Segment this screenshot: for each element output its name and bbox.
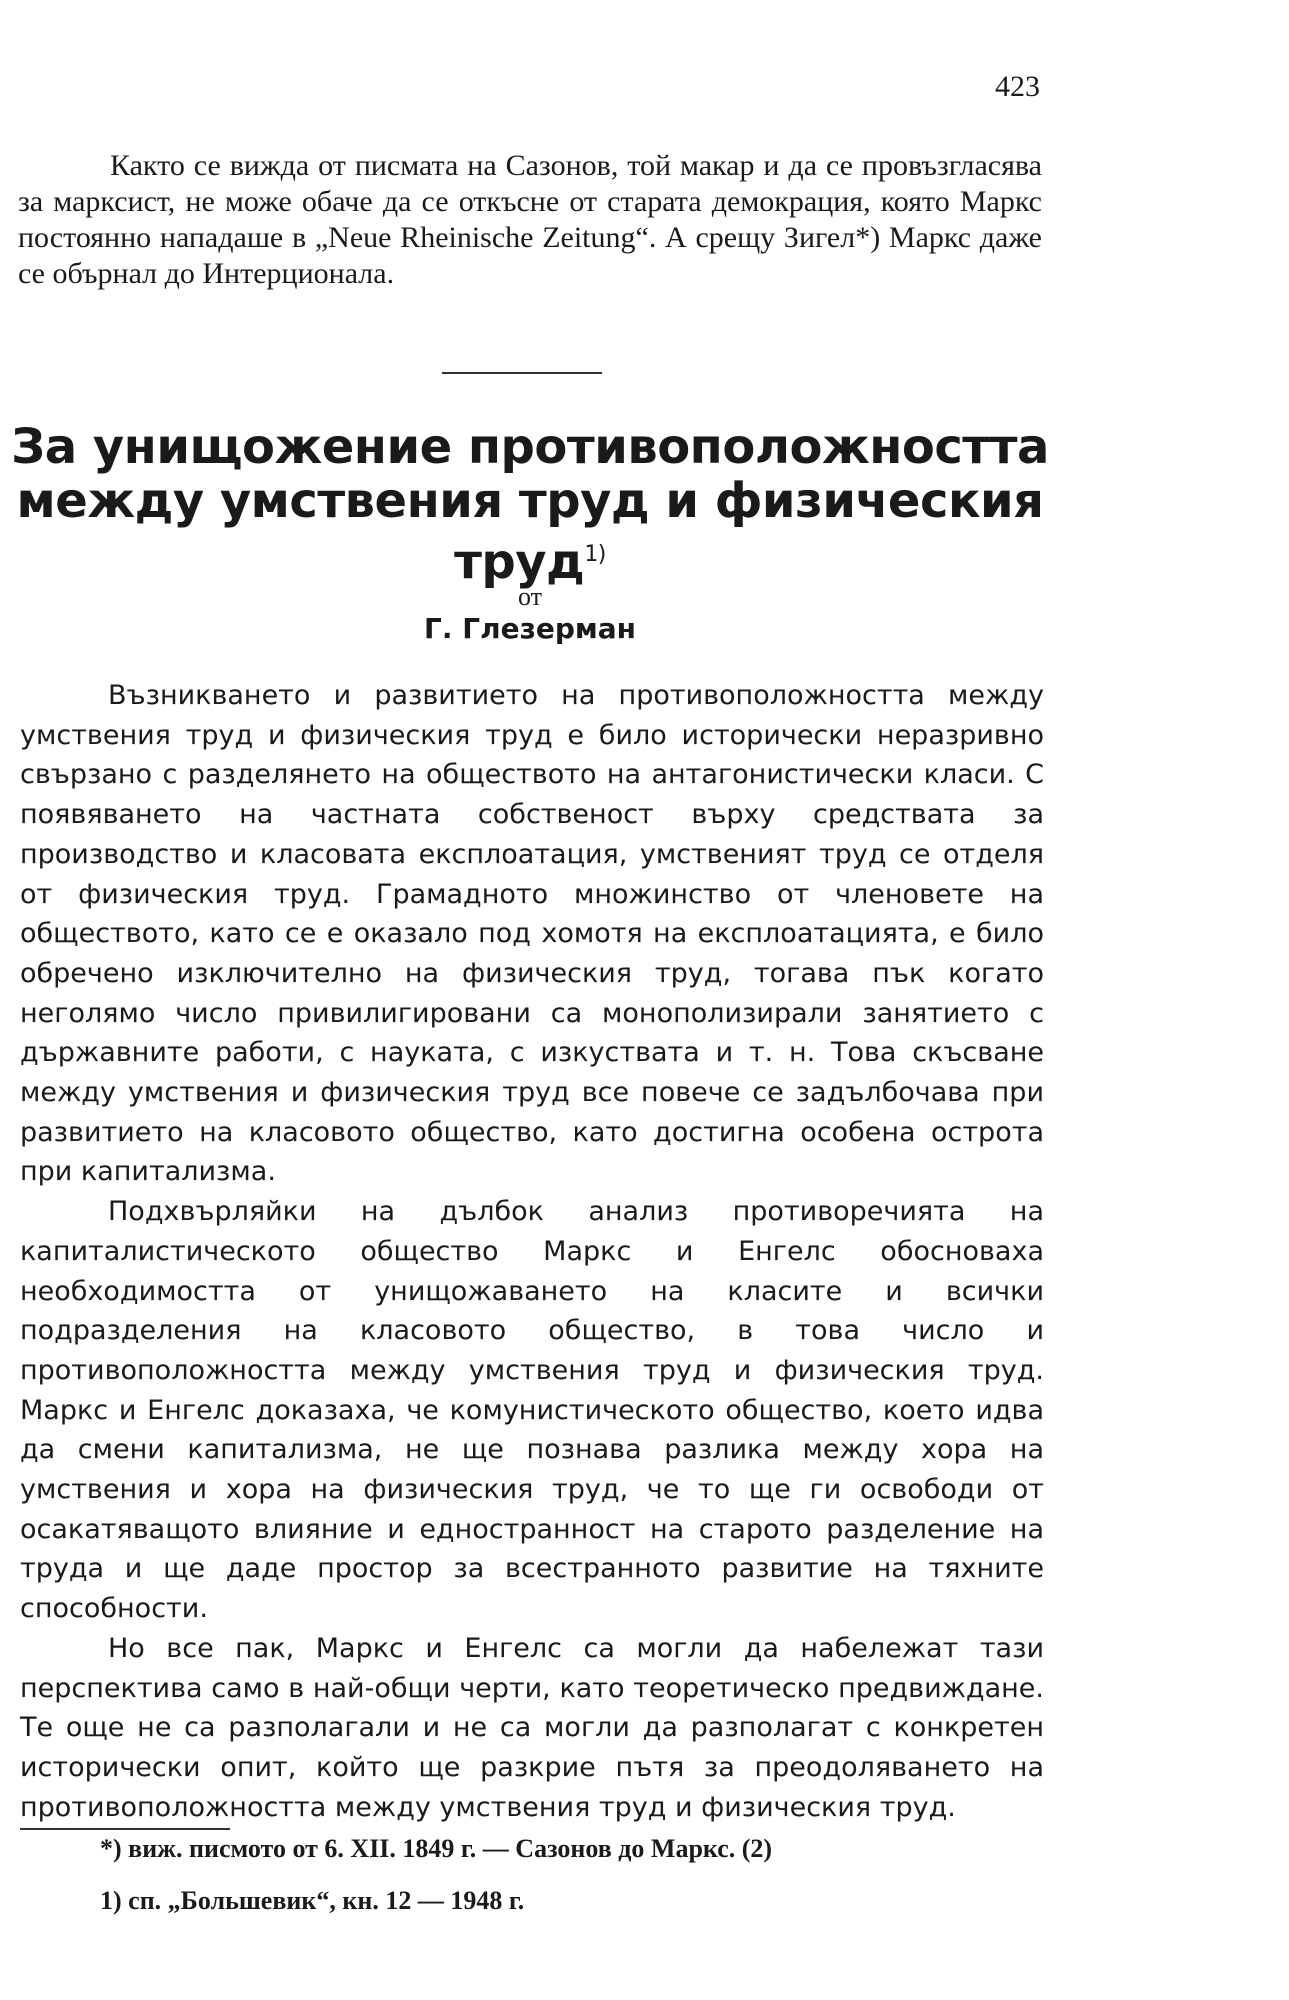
- article-title-text: За унищожение противоположността между умствения труд и физическия труд: [11, 419, 1049, 590]
- footnote: 1) сп. „Большевик“, кн. 12 — 1948 г.: [100, 1886, 525, 1915]
- body-paragraph: Възникването и развитието на противоположността между умствения труд и физическия труд е било исторически неразривно свързано с разделянето на обществото на антагонистически класи. С появяването на частната собственост върху средствата за производство и класовата експлоатация, умственият труд се отделя от физическия труд. Грамадното множинство от членовете на обществото, като се е оказало под хомотя на експлоатацията, е било обречено изключително на физическия труд, тогава пък когато неголямо число привилигировани са монополизирали занятието с държавните работи, с науката, с изкуствата и т. н. Това скъсване между умствения и физическия труд все повече се задълбочава при развитието на класовото общество, като достигна особена острота при капитализма.: [20, 680, 1044, 1188]
- intro-paragraph: Както се вижда от писмата на Сазонов, той макар и да се провъзгласява за марксист, не може обаче да се откъсне от старата демокрация, която Маркс постоянно нападаше в „Neue Rheinische Zeitung“. А срещу Зигел*) Маркс даже се обърнал до Интерционала.: [18, 149, 1042, 290]
- title-footnote-mark: 1): [584, 542, 606, 567]
- byline-prefix: от: [517, 582, 543, 611]
- body-paragraph: Подхвърляйки на дълбок анализ противоречията на капиталистическото общество Маркс и Енгелс обосноваха необходимостта от унищожаването на класите и всички подразделения на класовото общество, в това число и противоположността между умствения труд и физическия труд. Маркс и Енгелс доказаха, че комунистическото общество, което идва да смени капитализма, не ще познава разлика между хора на умствения и хора на физическия труд, че то ще ги освободи от осакатяващото влияние и едностранност на старото разделение на труда и ще даде простор за всестранното развитие на тяхните способности.: [20, 1196, 1044, 1625]
- footnote-divider: [20, 1828, 230, 1830]
- page-number: 423: [995, 70, 1040, 103]
- article-title: [0, 420, 1060, 589]
- section-divider: [442, 372, 602, 374]
- article-body: [20, 676, 1044, 1827]
- author-name: Г. Глезерман: [424, 612, 636, 645]
- body-paragraph: Но все пак, Маркс и Енгелс са могли да набележат тази перспектива само в най-общи черти, като теоретическо предвиждане. Те още не са разполагали и не са могли да разполагат с конкретен исторически опит, който ще разкрие пътя за преодоляването на противоположността между умствения труд и физическия труд.: [20, 1632, 1044, 1823]
- footnote: *) виж. писмото от 6. XII. 1849 г. — Сазонов до Маркс. (2): [100, 1834, 773, 1863]
